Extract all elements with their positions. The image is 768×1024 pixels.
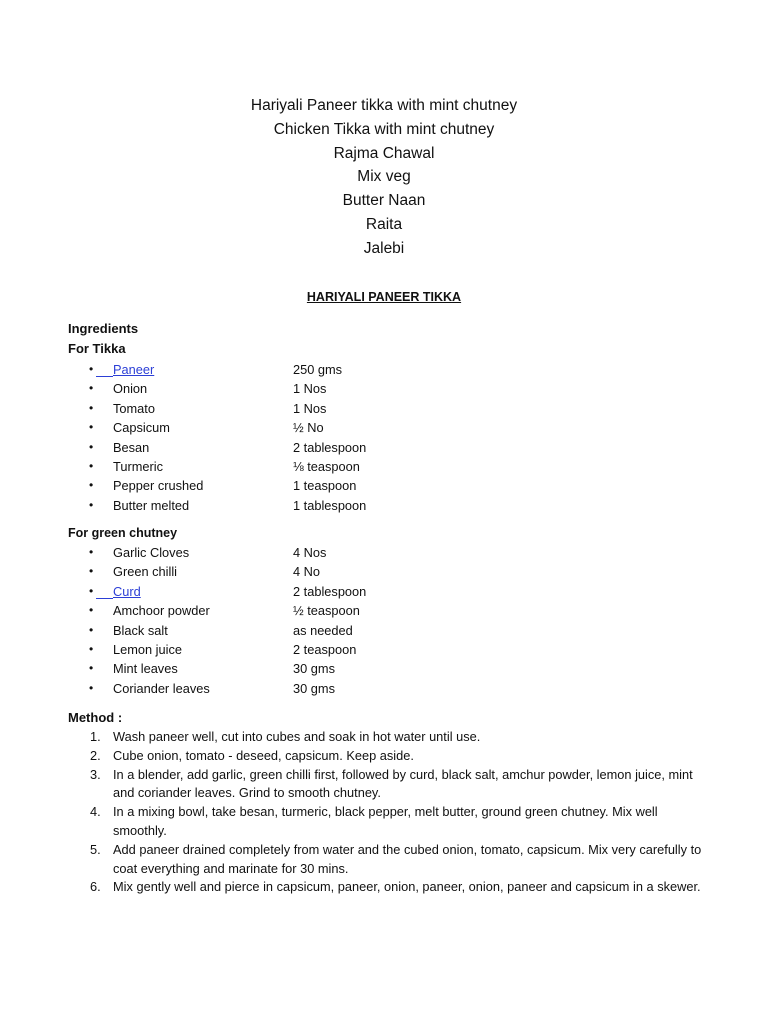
bullet: •: [89, 603, 94, 618]
ingredient-row: [0, 623, 768, 642]
link-underline: [96, 584, 113, 599]
step-number: 3.: [90, 766, 101, 782]
bullet: •: [89, 564, 94, 579]
bullet: •: [89, 458, 94, 473]
ingredient-quantity: 1 tablespoon: [293, 497, 367, 513]
menu-item: Mix veg: [357, 168, 411, 186]
tikka-heading: For Tikka: [68, 341, 126, 356]
step-text: Add paneer drained completely from water and the cubed onion, tomato, capsicum. Mix very carefully to coat everything and marinate for 30 mins.: [113, 841, 702, 876]
ingredient-name: Besan: [113, 439, 150, 455]
step-text: Wash paneer well, cut into cubes and soak in hot water until use.: [113, 729, 481, 744]
step-number: 4.: [90, 804, 101, 820]
ingredient-name: Black salt: [113, 622, 168, 638]
bullet: •: [89, 497, 94, 512]
bullet: •: [89, 661, 94, 676]
menu-item: Chicken Tikka with mint chutney: [273, 120, 495, 138]
bullet: •: [89, 641, 94, 656]
ingredient-name: Green chilli: [113, 564, 178, 580]
ingredient-quantity: 1 Nos: [293, 381, 327, 397]
method-step: [0, 803, 768, 841]
recipe-title: HARIYALI PANEER TIKKA: [306, 290, 462, 304]
chutney-heading: For green chutney: [68, 526, 178, 540]
ingredient-row: [0, 498, 768, 517]
bullet: •: [89, 622, 94, 637]
ingredient-row: [0, 584, 768, 603]
ingredient-row: [0, 661, 768, 680]
ingredients-heading: Ingredients: [68, 321, 139, 336]
ingredient-row: [0, 603, 768, 622]
ingredient-name: Turmeric: [113, 458, 164, 474]
method-step: [0, 747, 768, 766]
method-step: [0, 841, 768, 879]
bullet: •: [89, 680, 94, 695]
step-text: In a mixing bowl, take besan, turmeric, black pepper, melt butter, ground green chutney. Mix well smoothly.: [113, 804, 658, 838]
ingredient-row: [0, 642, 768, 661]
ingredient-name: Capsicum: [113, 420, 170, 436]
ingredient-quantity: 30 gms: [293, 680, 335, 696]
bullet: •: [89, 583, 94, 598]
ingredient-row: [0, 459, 768, 478]
link-underline: [96, 362, 113, 377]
step-text: In a blender, add garlic, green chilli first, followed by curd, black salt, amchur powder, lemon juice, mint and coriander leaves. Grind to smooth chutney.: [113, 766, 693, 801]
bullet: •: [89, 545, 94, 559]
method-step: [0, 728, 768, 747]
ingredient-quantity: ½ No: [293, 420, 324, 436]
menu-list: [0, 94, 768, 261]
step-text: Mix gently well and pierce in capsicum, paneer, onion, paneer, onion, paneer and capsicum in a skewer.: [113, 879, 701, 895]
ingredient-name: Mint leaves: [113, 661, 178, 677]
ingredient-quantity: 4 Nos: [293, 545, 327, 560]
bullet: •: [89, 362, 94, 376]
ingredient-quantity: ⅛ teaspoon: [293, 458, 360, 474]
menu-item: Hariyali Paneer tikka with mint chutney: [250, 97, 518, 114]
menu-item: Butter Naan: [342, 192, 426, 210]
ingredient-name: Lemon juice: [113, 641, 183, 657]
ingredient-quantity: as needed: [293, 622, 353, 638]
menu-item: Rajma Chawal: [333, 144, 435, 162]
ingredient-quantity: ½ teaspoon: [293, 603, 360, 619]
ingredient-quantity: 1 teaspoon: [293, 478, 357, 494]
ingredient-quantity: 30 gms: [293, 661, 335, 677]
ingredient-row: [0, 545, 768, 564]
method-step: [0, 878, 768, 897]
ingredient-row: [0, 681, 768, 700]
ingredient-quantity: 4 No: [293, 564, 321, 580]
bullet: •: [89, 400, 94, 415]
method-heading: Method :: [68, 710, 123, 725]
ingredient-name: Pepper crushed: [113, 478, 204, 494]
step-number: 6.: [90, 879, 101, 895]
ingredient-name: Garlic Cloves: [113, 545, 190, 560]
step-number: 2.: [90, 747, 101, 763]
ingredient-quantity: 2 tablespoon: [293, 439, 367, 455]
step-text: Cube onion, tomato - deseed, capsicum. Keep aside.: [113, 747, 414, 763]
ingredient-name: Amchoor powder: [113, 603, 210, 619]
ingredient-link-paneer[interactable]: Paneer: [113, 362, 155, 377]
menu-item: Raita: [365, 215, 403, 233]
bullet: •: [89, 420, 94, 435]
ingredient-name: Onion: [113, 381, 148, 397]
step-number: 5.: [90, 841, 101, 857]
ingredient-quantity: 2 tablespoon: [293, 583, 367, 599]
bullet: •: [89, 478, 94, 493]
method-step: [0, 766, 768, 804]
ingredient-link-curd[interactable]: Curd: [113, 583, 141, 599]
ingredient-quantity: 1 Nos: [293, 400, 327, 416]
ingredient-quantity: 2 teaspoon: [293, 641, 357, 657]
method-steps: [0, 728, 768, 897]
bullet: •: [89, 439, 94, 454]
ingredient-name: Coriander leaves: [113, 680, 210, 696]
bullet: •: [89, 381, 94, 396]
step-number: 1.: [90, 729, 101, 744]
ingredient-name: Tomato: [113, 400, 155, 416]
menu-item: Jalebi: [363, 239, 405, 257]
chutney-ingredient-list: [0, 545, 768, 700]
tikka-ingredient-list: [0, 362, 768, 517]
ingredient-row: [0, 564, 768, 583]
ingredient-row: [0, 381, 768, 400]
ingredient-row: [0, 420, 768, 439]
ingredient-row: [0, 401, 768, 420]
ingredient-row: [0, 362, 768, 381]
ingredient-row: [0, 440, 768, 459]
ingredient-name: Butter melted: [113, 497, 190, 513]
ingredient-row: [0, 478, 768, 497]
ingredient-quantity: 250 gms: [293, 362, 343, 377]
